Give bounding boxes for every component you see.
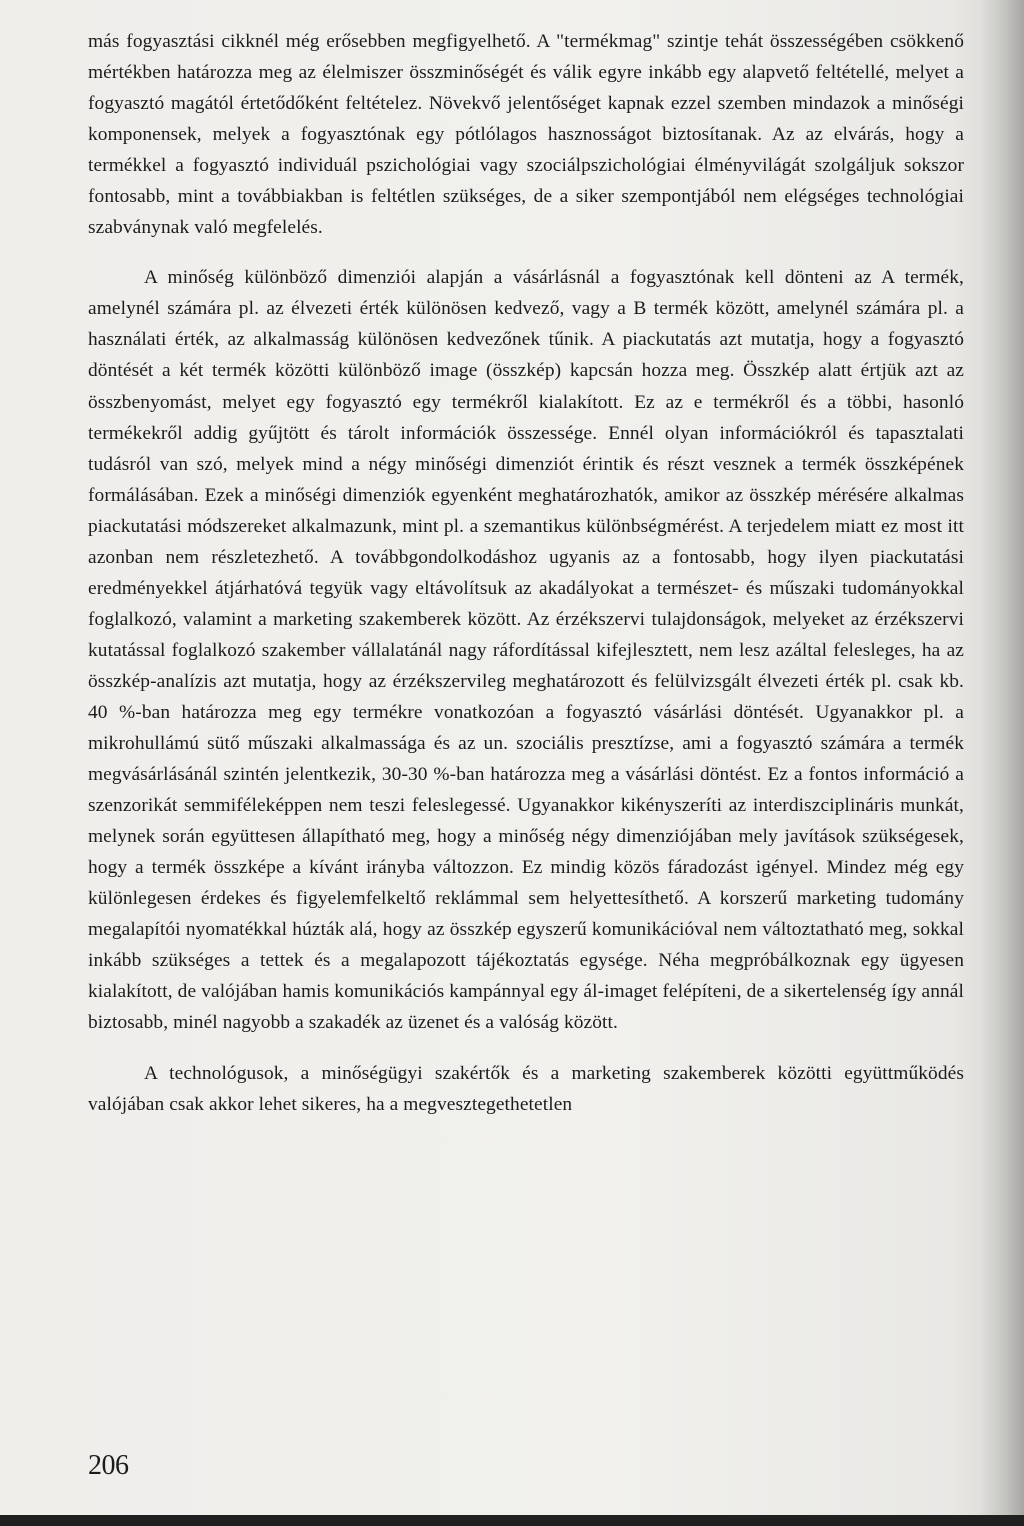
bottom-edge-rule	[0, 1515, 1024, 1526]
body-text	[88, 26, 964, 1139]
spine-shadow	[980, 0, 1024, 1526]
page-number: 206	[88, 1450, 129, 1481]
paragraph-3: A technológusok, a minőségügyi szakértők és a marketing szakemberek közötti együttműködés valójában csak akkor lehet sikeres, ha a megvesztegethetetlen	[88, 1062, 964, 1115]
paragraph-1: más fogyasztási cikknél még erősebben megfigyelhető. A "termékmag" szintje tehát összességében csökkenő mértékben határozza meg az élelmiszer összminőségét és válik egyre inkább egy alapvető feltétellé, melyet a fogyasztó magától értetődőként feltételez. Növekvő jelentőséget kapnak ezzel szemben mindazok a minőségi komponensek, melyek a fogyasztónak egy pótlólagos hasznosságot biztosítanak. Az az elvárás, hogy a termékkel a fogyasztó individuál pszichológiai vagy szociálpszichológiai élményvilágát szolgáljuk sokszor fontosabb, mint a továbbiakban is feltétlen szükséges, de a siker szempontjából nem elégséges technológiai szabványnak való megfelelés.	[88, 31, 964, 239]
paragraph-2: A minőség különböző dimenziói alapján a vásárlásnál a fogyasztónak kell dönteni az A termék, amelynél számára pl. az élvezeti érték különösen kedvező, vagy a B termék között, amelynél számára pl. a használati érték, az alkalmasság különösen kedvezőnek tűnik. A piackutatás azt mutatja, hogy a fogyasztó döntését a két termék közötti különböző image (összkép) kapcsán hozza meg. Összkép alatt értjük azt az összbenyomást, melyet egy fogyasztó egy termékről kialakított. Ez az e termékről és a többi, hasonló termékekről addig gyűjtött és tárolt információk összessége. Ennél olyan információkról és tapasztalati tudásról van szó, melyek mind a négy minőségi dimenziót érintik és részt vesznek a termék összképének formálásában. Ezek a minőségi dimenziók egyenként meghatározhatók, amikor az összkép mérésére alkalmas piackutatási módszereket alkalmazunk, mint pl. a szemantikus különbségmérést. A terjedelem miatt ez most itt azonban nem részletezhető. A továbbgondolkodáshoz ugyanis az a fontosabb, hogy ilyen piackutatási eredményekkel átjárhatóvá tegyük vagy eltávolítsuk az akadályokat a természet- és műszaki tudományokkal foglalkozó, valamint a marketing szakemberek között. Az érzékszervi tulajdonságok, melyeket az érzékszervi kutatással foglalkozó szakember vállalatánál nagy ráfordítással kifejlesztett, nem lesz azáltal felesleges, ha az összkép-analízis azt mutatja, hogy az érzékszervileg meghatározott és felülvizsgált élvezeti érték pl. csak kb. 40 %-ban határozza meg egy termékre vonatkozóan a fogyasztó vásárlási döntését. Ugyanakkor pl. a mikrohullámú sütő műszaki alkalmassága és az un. szociális presztízse, ami a fogyasztó számára a termék megvásárlásánál szintén jelentkezik, 30-30 %-ban határozza meg a vásárlási döntést. Ez a fontos információ a szenzorikát semmiféleképpen nem teszi feleslegessé. Ugyanakkor kikényszeríti az interdiszciplináris munkát, melynek során együttesen állapítható meg, hogy a minőség négy dimenziójában mely javítások szükségesek, hogy a termék összképe a kívánt irányba változzon. Ez mindig közös fáradozást igényel. Mindez még egy különlegesen érdekes és figyelemfelkeltő reklámmal sem helyettesíthető. A korszerű marketing tudomány megalapítói nyomatékkal húzták alá, hogy az összkép egyszerű komunikációval nem változtatható meg, sokkal inkább szükséges a tettek és a megalapozott tájékoztatás egysége. Néha megpróbálkoznak egy ügyesen kialakított, de valójában hamis komunikációs kampánnyal egy ál-imaget felépíteni, de a sikertelenség így annál biztosabb, minél nagyobb a szakadék az üzenet és a valóság között.	[88, 267, 964, 1034]
